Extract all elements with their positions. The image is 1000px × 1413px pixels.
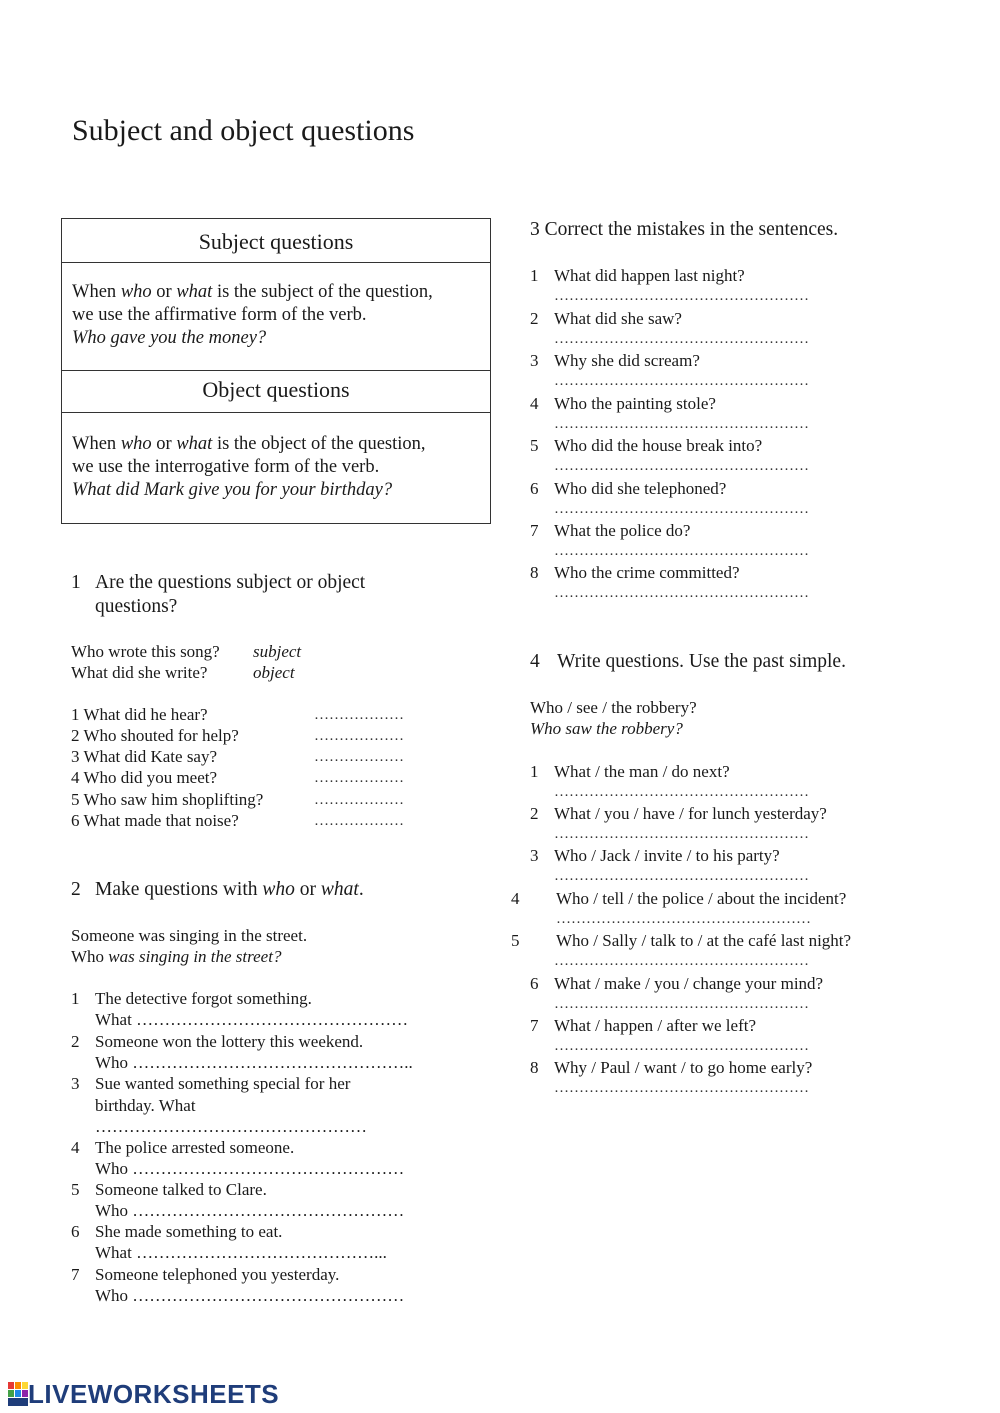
rule-keyword: who — [120, 282, 152, 302]
rule-text: we use the interrogative form of the verb. — [72, 457, 380, 477]
grammar-box — [61, 218, 491, 524]
ex4-item-number: 5 — [511, 931, 520, 950]
rule-text: When — [72, 282, 121, 302]
ex3-item-number: 3 — [530, 351, 539, 370]
ex2-item-sentence: The detective forgot something. — [95, 989, 312, 1008]
rule-keyword: what — [176, 434, 213, 454]
ex4-item-number: 1 — [530, 762, 539, 781]
ex1-heading-line2: questions? — [95, 596, 178, 617]
ex1-answer-blank[interactable]: ……………… — [314, 707, 404, 723]
ex1-item: 3 What did Kate say? — [71, 747, 218, 766]
ex4-item-number: 8 — [530, 1058, 539, 1077]
ex4-answer-line[interactable]: …………………………………………… — [554, 953, 809, 969]
rule-text: is the subject of the question, — [212, 282, 433, 302]
rule-text: When — [72, 434, 121, 454]
ex4-example-answer: Who saw the robbery? — [530, 719, 683, 738]
ex3-item-number: 2 — [530, 309, 539, 328]
ex1-item: 2 Who shouted for help? — [71, 726, 239, 745]
divider — [62, 412, 490, 413]
ex3-answer-line[interactable]: …………………………………………… — [554, 543, 809, 559]
ex2-item-sentence: Someone won the lottery this weekend. — [95, 1032, 364, 1051]
ex2-answer-line[interactable]: Who ………………………………………… — [95, 1286, 405, 1305]
ex2-item-sentence: Someone talked to Clare. — [95, 1180, 267, 1199]
ex3-item-text: What did happen last night? — [554, 266, 745, 285]
ex3-item-text: Who did the house break into? — [554, 436, 763, 455]
ex1-item: 1 What did he hear? — [71, 705, 208, 724]
ex2-item-sentence: The police arrested someone. — [95, 1138, 295, 1157]
ex1-example-question: Who wrote this song? — [71, 642, 220, 661]
ex3-item-text: What did she saw? — [554, 309, 682, 328]
ex2-answer-line[interactable]: Who ………………………………………….. — [95, 1053, 413, 1072]
ex3-item-number: 8 — [530, 563, 539, 582]
ex2-answer-line[interactable]: Who ………………………………………… — [95, 1159, 405, 1178]
rule-example: What did Mark give you for your birthday? — [72, 480, 393, 500]
ex1-answer-blank[interactable]: ……………… — [314, 749, 404, 765]
ex2-answer-line[interactable]: Who ………………………………………… — [95, 1201, 405, 1220]
rule-text: is the object of the question, — [212, 434, 426, 454]
ex4-item-text: What / you / have / for lunch yesterday? — [554, 804, 827, 823]
ex3-answer-line[interactable]: …………………………………………… — [554, 501, 809, 517]
ex2-number: 2 — [71, 879, 81, 900]
ex2-item-sentence: birthday. What — [95, 1096, 196, 1115]
ex3-item-text: Who the crime committed? — [554, 563, 740, 582]
ex2-example-sentence: Someone was singing in the street. — [71, 926, 308, 945]
rule-text: or — [151, 282, 177, 302]
ex3-answer-line[interactable]: …………………………………………… — [554, 458, 809, 474]
ex1-item: 4 Who did you meet? — [71, 768, 218, 787]
rule-text: we use the affirmative form of the verb. — [72, 305, 367, 325]
ex4-item-number: 3 — [530, 846, 539, 865]
ex2-answer-line[interactable]: ………………………………………… — [95, 1117, 367, 1136]
ex1-item: 6 What made that noise? — [71, 811, 239, 830]
example-rest: was singing in the street? — [108, 947, 282, 966]
ex4-answer-line[interactable]: …………………………………………… — [554, 996, 809, 1012]
ex1-item: 5 Who saw him shoplifting? — [71, 790, 264, 809]
ex2-item-sentence: She made something to eat. — [95, 1222, 283, 1241]
rule-keyword: who — [120, 434, 152, 454]
ex2-example-answer — [71, 947, 281, 967]
liveworksheets-logo[interactable] — [8, 1380, 279, 1408]
ex1-example-question: What did she write? — [71, 663, 208, 682]
ex4-item-text: Why / Paul / want / to go home early? — [554, 1058, 813, 1077]
ex4-heading: Write questions. Use the past simple. — [557, 651, 846, 672]
ex1-answer-blank[interactable]: ……………… — [314, 770, 404, 786]
heading-text: . — [358, 879, 364, 900]
ex4-answer-line[interactable]: …………………………………………… — [556, 911, 811, 927]
heading-keyword: what — [320, 879, 359, 900]
ex4-number: 4 — [530, 651, 540, 672]
ex4-item-text: Who / tell / the police / about the incident? — [556, 889, 847, 908]
rule-example: Who gave you the money? — [72, 328, 267, 348]
ex1-heading: Are the questions subject or object — [95, 572, 366, 593]
object-questions-heading: Object questions — [202, 377, 350, 402]
ex4-item-number: 7 — [530, 1016, 539, 1035]
subject-rule-text — [72, 281, 433, 350]
ex2-answer-line[interactable]: What ……………………………………... — [95, 1243, 387, 1262]
ex4-item-text: What / make / you / change your mind? — [554, 974, 824, 993]
ex2-item-number: 1 — [71, 989, 80, 1008]
ex2-item-number: 6 — [71, 1222, 80, 1241]
ex4-answer-line[interactable]: …………………………………………… — [554, 784, 809, 800]
ex1-number: 1 — [71, 572, 81, 593]
ex3-item-text: Who the painting stole? — [554, 394, 716, 413]
ex3-answer-line[interactable]: …………………………………………… — [554, 416, 809, 432]
ex2-item-sentence: Sue wanted something special for her — [95, 1074, 351, 1093]
divider — [62, 370, 490, 371]
ex2-answer-line[interactable]: What ………………………………………… — [95, 1010, 409, 1029]
ex3-item-number: 7 — [530, 521, 539, 540]
ex4-item-text: What / the man / do next? — [554, 762, 730, 781]
logo-text: LIVEWORKSHEETS — [28, 1378, 280, 1409]
ex4-item-text: What / happen / after we left? — [554, 1016, 757, 1035]
ex3-answer-line[interactable]: …………………………………………… — [554, 288, 809, 304]
ex4-answer-line[interactable]: …………………………………………… — [554, 868, 809, 884]
rule-text: or — [151, 434, 177, 454]
ex3-item-text: What the police do? — [554, 521, 691, 540]
ex4-item-number: 2 — [530, 804, 539, 823]
ex3-heading: 3 Correct the mistakes in the sentences. — [530, 219, 839, 240]
heading-text: Make questions with — [95, 879, 263, 900]
logo-icon — [8, 1382, 28, 1406]
ex3-item-text: Who did she telephoned? — [554, 479, 727, 498]
ex4-answer-line[interactable]: …………………………………………… — [554, 826, 809, 842]
ex1-answer-blank[interactable]: ……………… — [314, 792, 404, 808]
ex2-item-number: 2 — [71, 1032, 80, 1051]
ex2-item-number: 7 — [71, 1265, 80, 1284]
ex2-item-number: 3 — [71, 1074, 80, 1093]
ex1-example-answer: object — [253, 663, 295, 682]
ex1-example-answer: subject — [253, 642, 302, 661]
ex3-item-number: 5 — [530, 436, 539, 455]
ex4-item-text: Who / Sally / talk to / at the café last night? — [556, 931, 852, 950]
ex4-example-prompt: Who / see / the robbery? — [530, 698, 697, 717]
ex2-heading — [95, 879, 364, 901]
ex3-answer-line[interactable]: …………………………………………… — [554, 331, 809, 347]
ex4-item-text: Who / Jack / invite / to his party? — [554, 846, 780, 865]
ex2-item-number: 4 — [71, 1138, 80, 1157]
ex3-item-number: 6 — [530, 479, 539, 498]
heading-keyword: who — [262, 879, 295, 900]
ex1-answer-blank[interactable]: ……………… — [314, 728, 404, 744]
heading-text: or — [294, 879, 321, 900]
ex1-answer-blank[interactable]: ……………… — [314, 813, 404, 829]
ex2-item-number: 5 — [71, 1180, 80, 1199]
ex4-answer-line[interactable]: …………………………………………… — [554, 1038, 809, 1054]
ex4-answer-line[interactable]: …………………………………………… — [554, 1080, 809, 1096]
ex2-item-sentence: Someone telephoned you yesterday. — [95, 1265, 340, 1284]
page-title: Subject and object questions — [72, 114, 415, 147]
ex4-item-number: 4 — [511, 889, 520, 908]
ex3-answer-line[interactable]: …………………………………………… — [554, 373, 809, 389]
rule-keyword: what — [176, 282, 213, 302]
ex4-item-number: 6 — [530, 974, 539, 993]
divider — [62, 262, 490, 263]
ex3-item-number: 4 — [530, 394, 539, 413]
example-who: Who — [71, 947, 109, 966]
ex3-answer-line[interactable]: …………………………………………… — [554, 585, 809, 601]
object-rule-text — [72, 433, 426, 502]
ex3-item-number: 1 — [530, 266, 539, 285]
ex3-item-text: Why she did scream? — [554, 351, 700, 370]
subject-questions-heading: Subject questions — [198, 229, 354, 254]
